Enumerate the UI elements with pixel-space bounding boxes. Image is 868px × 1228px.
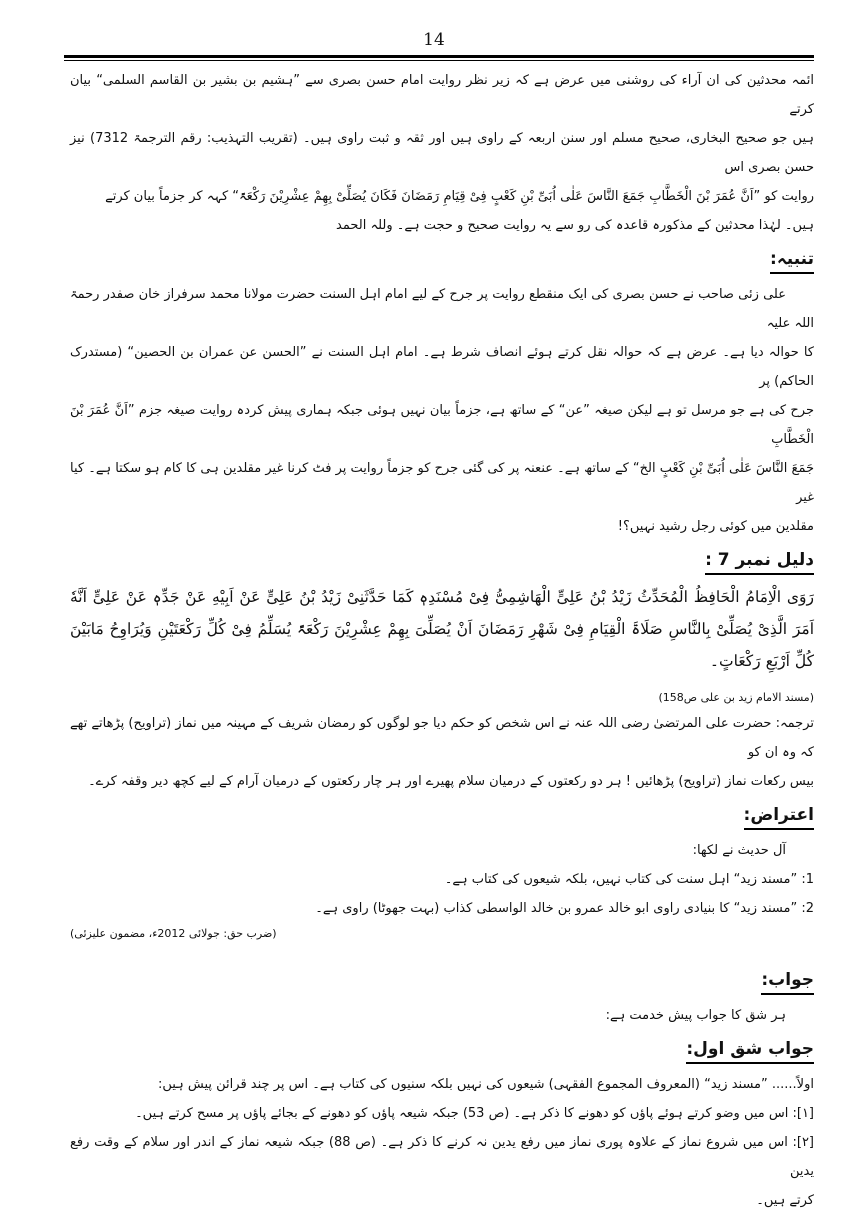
intro-line-2: ہیں جو صحیح البخاری، صحیح مسلم اور سنن اربعہ کے راوی ہیں اور ثقہ و ثبت راوی ہیں۔ (تقریب التہذیب: رقم الترجمۃ 7312) نیز حسن بصری اس	[70, 131, 814, 175]
shaq-awwal-item-1: [۱]: اس میں وضو کرتے ہوئے پاؤں کو دھونے کا ذکر ہے۔ (ص 53) جبکہ شیعہ پاؤں کو دھونے کے بجائے پاؤں پر مسح کرتے ہیں۔	[135, 1106, 814, 1121]
section-gap	[70, 945, 814, 961]
daleel-reference: (مسند الامام زید بن علی ص158)	[658, 691, 814, 704]
shaq-awwal-line-1: اولاً...... ”مسند زید“ (المعروف المجموع الفقہی) شیعوں کی نہیں بلکہ سنیوں کی کتاب ہے۔ اس پر چند قرائن پیش ہیں:	[157, 1077, 814, 1092]
translation-line-1: ترجمہ: حضرت علی المرتضیٰ رضی اللہ عنہ نے اس شخص کو حکم دیا جو لوگوں کو رمضان شریف کے مہینہ میں نماز (تراویح) پڑھاتے تھے کہ وہ ان کو	[70, 716, 814, 760]
jawab-shaq-awwal-heading: جواب شق اول:	[686, 1036, 814, 1064]
shaq-awwal-item-2-line-1: [۲]: اس میں شروع نماز کے علاوہ پوری نماز میں رفع یدین نہ کرنے کا ذکر ہے۔ (ص 88) جبکہ شیعہ نماز کے اندر اور سلام کے وقت رفع یدین	[70, 1135, 814, 1179]
tanbeeh-line-5: مقلدین میں کوئی رجل رشید نہیں؟!	[617, 519, 814, 534]
itiraz-heading: اعتراض:	[744, 802, 814, 830]
header-rule-thin	[64, 60, 814, 61]
daleel-arabic-text: رَوَی الْاِمَامُ الْحَافِظُ الْمُحَدِّثُ زَیْدُ بْنُ عَلِیٍّ الْهَاشِمِیُّ فِیْ مُسْنَدِہٖ کَمَا حَدَّثَنِیْ زَیْدُ بْنُ عَلِیٍّ عَنْ اَبِیْهِ عَنْ جَدِّہٖ عَنْ عَلِیٍّ اَنَّهٗ اَمَرَ الَّذِیْ یُصَلِّیْ بِالنَّاسِ صَلَاۃَ الْقِیَامِ فِیْ شَهْرِ رَمَضَانَ اَنْ یُصَلِّیَ بِهِمْ عِشْرِیْنَ رَکْعَۃً یُسَلِّمُ فِیْ کُلِّ رَکْعَتَیْنِ وَیُرَاوِحُ مَابَیْنَ کُلِّ اَرْبَعِ رَکْعَاتٍ۔	[70, 588, 814, 670]
intro-line-4: ہیں۔ لہٰذا محدثین کے مذکورہ قاعدہ کی رو سے یہ روایت صحیح و حجت ہے۔ وللہ الحمد	[336, 218, 814, 233]
itiraz-point-1: 1: ”مسند زید“ اہل سنت کی کتاب نہیں، بلکہ شیعوں کی کتاب ہے۔	[444, 872, 814, 887]
tanbeeh-line-2: کا حوالہ دیا ہے۔ عرض ہے کہ حوالہ نقل کرتے ہوئے انصاف شرط ہے۔ امام اہل السنت نے ”الحسن عن عمران بن الحصین“ (مستدرک الحاکم) پر	[70, 345, 814, 389]
jawab-intro: ہر شق کا جواب پیش خدمت ہے:	[605, 1008, 786, 1023]
shaq-awwal-item-2-line-2: کرتے ہیں۔	[756, 1193, 814, 1208]
itiraz-intro: آل حدیث نے لکھا:	[692, 843, 786, 858]
daleel-heading: دلیل نمبر 7 :	[705, 547, 814, 575]
header-rule-thick	[64, 55, 814, 58]
jawab-heading: جواب:	[761, 967, 814, 995]
tanbeeh-heading: تنبیہ:	[770, 246, 814, 274]
translation-line-2: بیس رکعات نماز (تراویح) پڑھائیں ! ہر دو رکعتوں کے درمیان سلام پھیرے اور ہر چار رکعتوں کے درمیان آرام کے لیے کچھ دیر وقفہ کرے۔	[88, 774, 814, 789]
tanbeeh-line-4: جَمَعَ النَّاسَ عَلٰی اُبَیِّ بْنِ کَعْبٍ الخ“ کے ساتھ ہے۔ عنعنہ پر کی گئی جرح کو جزماً روایت پر فٹ کرنا غیر مقلدین ہی کا کام ہو سکتا ہے۔ کیا غیر	[70, 461, 814, 505]
itiraz-point-2: 2: ”مسند زید“ کا بنیادی راوی ابو خالد عمرو بن خالد الواسطی کذاب (بہت جھوٹا) راوی ہے۔	[315, 901, 814, 916]
tanbeeh-line-3: جرح کی ہے جو مرسل تو ہے لیکن صیغہ ”عن“ کے ساتھ ہے، جزماً بیان نہیں ہوئی جبکہ ہماری پیش کردہ روایت صیغہ جزم ”اَنَّ عُمَرَ بْنَ الْخَطَّابِ	[70, 403, 814, 447]
tanbeeh-line-1: علی زئی صاحب نے حسن بصری کی ایک منقطع روایت پر جرح کے لیے امام اہل السنت حضرت مولانا محمد سرفراز خان صفدر رحمۃ اللہ علیہ	[70, 287, 814, 331]
page-number: 14	[423, 30, 445, 50]
page-content	[70, 66, 814, 1215]
itiraz-reference: (ضرب حق: جولائی 2012ء، مضمون علیزئی)	[70, 927, 277, 940]
intro-line-1: ائمہ محدثین کی ان آراء کی روشنی میں عرض ہے کہ زیر نظر روایت امام حسن بصری سے ”ہشیم بن بشیر بن القاسم السلمی“ بیان کرتے	[70, 73, 814, 117]
intro-line-3: روایت کو ”اَنَّ عُمَرَ بْنَ الْخَطَّابِ جَمَعَ النَّاسَ عَلٰی اُبَیِّ بْنِ کَعْبٍ فِیْ قِیَامِ رَمَضَانَ فَکَانَ یُصَلِّیْ بِهِمْ عِشْرِیْنَ رَکْعَۃً“ کہہ کر جزماً بیان کرتے	[105, 189, 814, 204]
